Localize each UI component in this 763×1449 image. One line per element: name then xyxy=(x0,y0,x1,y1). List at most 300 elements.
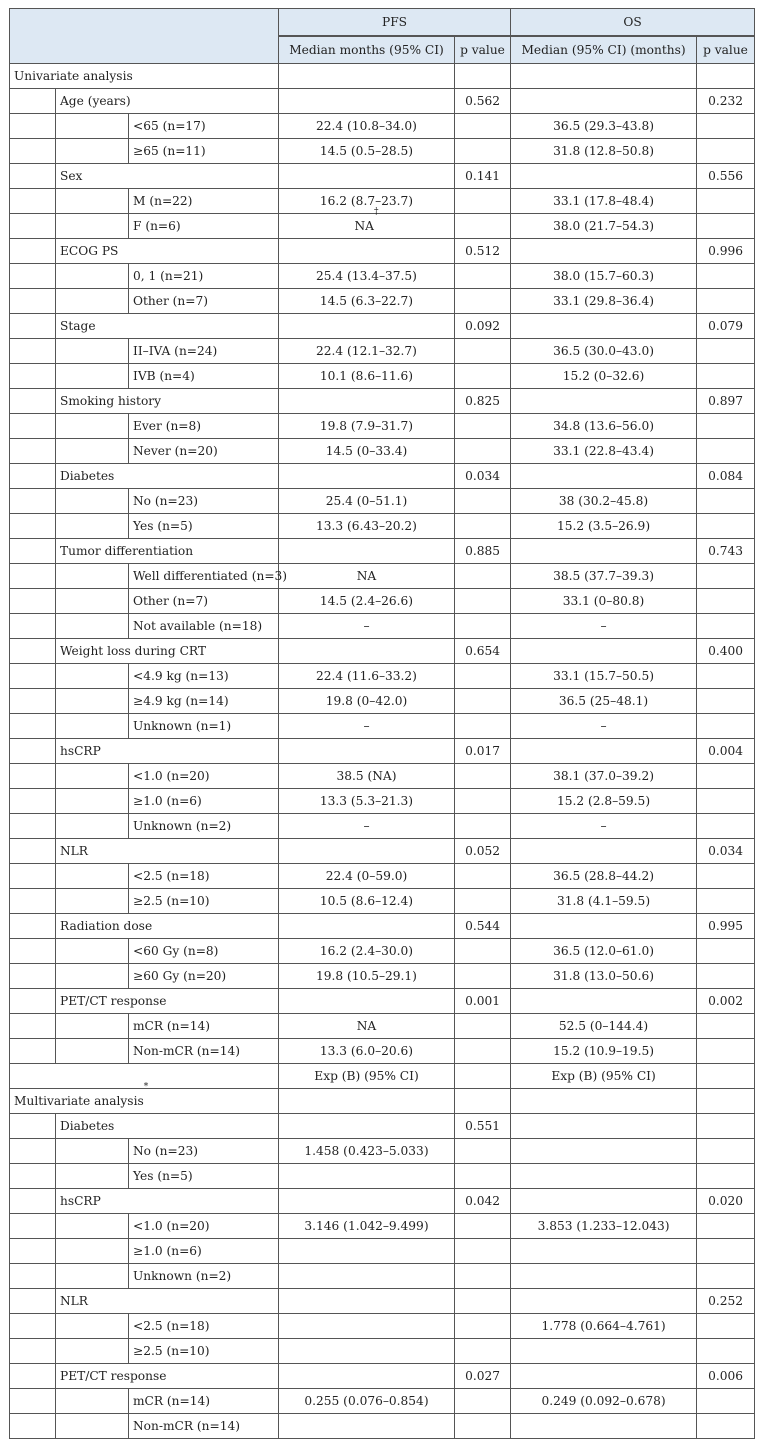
category-label xyxy=(129,414,279,439)
category-row xyxy=(10,364,755,389)
pfs-value xyxy=(279,1014,455,1039)
pfs-p-value-text: 0.042 xyxy=(465,1194,500,1208)
os-value xyxy=(511,939,697,964)
empty-cell xyxy=(279,64,455,89)
indent-cell xyxy=(10,289,56,314)
os-value xyxy=(511,489,697,514)
pfs-header: PFS xyxy=(279,9,511,37)
category-row xyxy=(10,814,755,839)
empty-cell xyxy=(697,414,755,439)
pfs-p-value xyxy=(455,1364,511,1389)
os-p-value-text: 0.084 xyxy=(708,469,743,483)
os-p-value-text: 0.996 xyxy=(708,244,743,258)
category-label xyxy=(129,139,279,164)
category-row xyxy=(10,1414,755,1439)
empty-cell xyxy=(697,1239,755,1264)
indent-cell xyxy=(10,1139,56,1164)
indent-cell xyxy=(10,564,56,589)
indent-cell xyxy=(56,214,129,239)
pfs-value xyxy=(279,1339,455,1364)
pfs-p-value-text: 0.017 xyxy=(465,744,500,758)
category-label-text: mCR (n=14) xyxy=(133,1394,211,1408)
category-label-text: Non-mCR (n=14) xyxy=(133,1044,240,1058)
os-value-text: 31.8 (12.8–50.8) xyxy=(553,144,654,158)
section-title xyxy=(10,64,279,89)
category-label-text: <2.5 (n=18) xyxy=(133,1319,210,1333)
pfs-value xyxy=(279,114,455,139)
pfs-value-text: 1.458 (0.423–5.033) xyxy=(304,1144,429,1158)
category-row xyxy=(10,439,755,464)
empty-cell xyxy=(697,189,755,214)
empty-cell xyxy=(279,1189,455,1214)
pfs-value-text: 25.4 (13.4–37.5) xyxy=(316,269,417,283)
variable-row xyxy=(10,164,755,189)
os-value xyxy=(511,764,697,789)
empty-cell xyxy=(455,1339,511,1364)
empty-cell xyxy=(279,914,455,939)
variable-row xyxy=(10,539,755,564)
os-p-value xyxy=(697,639,755,664)
pfs-p-value xyxy=(455,1289,511,1314)
empty-cell xyxy=(455,339,511,364)
pfs-value-text: NA xyxy=(356,1019,377,1033)
category-label-text: Yes (n=5) xyxy=(133,519,193,533)
pfs-value xyxy=(279,714,455,739)
os-value-text: 36.5 (30.0–43.0) xyxy=(553,344,654,358)
pfs-p-value xyxy=(455,164,511,189)
os-p-value-text: 0.006 xyxy=(708,1369,743,1383)
pfs-p-value-text: 0.654 xyxy=(465,644,500,658)
os-value xyxy=(511,1214,697,1239)
variable-name-text: hsCRP xyxy=(60,1194,101,1208)
os-value-text: 1.778 (0.664–4.761) xyxy=(541,1319,666,1333)
empty-cell xyxy=(455,589,511,614)
category-label xyxy=(129,1039,279,1064)
category-row xyxy=(10,564,755,589)
category-label xyxy=(129,589,279,614)
category-row xyxy=(10,789,755,814)
variable-name-text: NLR xyxy=(60,844,88,858)
category-label-text: Unknown (n=1) xyxy=(133,719,232,733)
indent-cell xyxy=(10,589,56,614)
os-value xyxy=(511,1314,697,1339)
category-label xyxy=(129,889,279,914)
os-value xyxy=(511,1264,697,1289)
category-label-text: Unknown (n=2) xyxy=(133,819,232,833)
pfs-value-text: 22.4 (10.8–34.0) xyxy=(316,119,417,133)
os-value xyxy=(511,889,697,914)
os-value xyxy=(511,514,697,539)
os-value-text: 36.5 (28.8–44.2) xyxy=(553,869,654,883)
variable-name-text: Diabetes xyxy=(60,1119,115,1133)
category-label-text: ≥4.9 kg (n=14) xyxy=(133,694,229,708)
variable-name xyxy=(56,89,279,114)
empty-cell xyxy=(455,64,511,89)
empty-cell xyxy=(697,439,755,464)
indent-cell xyxy=(10,314,56,339)
empty-cell xyxy=(697,264,755,289)
os-p-value xyxy=(697,1364,755,1389)
category-row xyxy=(10,764,755,789)
indent-cell xyxy=(10,1164,56,1189)
indent-cell xyxy=(10,1239,56,1264)
os-p-value xyxy=(697,989,755,1014)
variable-name-text: Sex xyxy=(60,169,83,183)
category-row xyxy=(10,964,755,989)
pfs-exp-header xyxy=(279,1064,455,1089)
category-label-text: ≥65 (n=11) xyxy=(133,144,206,158)
category-label xyxy=(129,1139,279,1164)
empty-cell xyxy=(511,389,697,414)
os-p-value xyxy=(697,89,755,114)
indent-cell xyxy=(10,664,56,689)
variable-row xyxy=(10,989,755,1014)
pfs-value xyxy=(279,764,455,789)
indent-cell xyxy=(10,764,56,789)
indent-cell xyxy=(10,789,56,814)
category-label-text: ≥2.5 (n=10) xyxy=(133,894,210,908)
pfs-value-text: 19.8 (7.9–31.7) xyxy=(319,419,414,433)
os-value xyxy=(511,1039,697,1064)
indent-cell xyxy=(56,1389,129,1414)
indent-cell xyxy=(56,1239,129,1264)
os-value xyxy=(511,339,697,364)
pfs-value xyxy=(279,439,455,464)
pfs-value-text: NA xyxy=(354,219,374,233)
os-value-text: 3.853 (1.233–12.043) xyxy=(537,1219,670,1233)
category-label-text: <2.5 (n=18) xyxy=(133,869,210,883)
variable-name xyxy=(56,239,279,264)
category-label-text: <4.9 kg (n=13) xyxy=(133,669,229,683)
variable-name xyxy=(56,1114,279,1139)
empty-cell xyxy=(511,639,697,664)
pfs-value-text: 19.8 (0–42.0) xyxy=(325,694,408,708)
os-value-text: 33.1 (22.8–43.4) xyxy=(553,444,654,458)
os-value-text: 52.5 (0–144.4) xyxy=(558,1019,649,1033)
os-p-value xyxy=(697,1189,755,1214)
os-value xyxy=(511,1164,697,1189)
pfs-value xyxy=(279,514,455,539)
pfs-p-value xyxy=(455,639,511,664)
empty-cell xyxy=(697,364,755,389)
variable-name-text: hsCRP xyxy=(60,744,101,758)
category-label-text: Well differentiated (n=3) xyxy=(133,569,288,583)
indent-cell xyxy=(10,464,56,489)
os-p-value xyxy=(697,314,755,339)
header-corner xyxy=(10,9,279,64)
empty-cell xyxy=(511,914,697,939)
category-row xyxy=(10,689,755,714)
pfs-value xyxy=(279,939,455,964)
pfs-value-text: 14.5 (6.3–22.7) xyxy=(319,294,414,308)
pfs-p-value xyxy=(455,989,511,1014)
category-label xyxy=(129,1314,279,1339)
category-row xyxy=(10,864,755,889)
empty-cell xyxy=(455,1064,511,1089)
indent-cell xyxy=(56,1039,129,1064)
empty-cell xyxy=(697,1089,755,1114)
pfs-value-text: 25.4 (0–51.1) xyxy=(325,494,408,508)
pfs-value xyxy=(279,207,455,239)
indent-cell xyxy=(56,664,129,689)
empty-cell xyxy=(697,1339,755,1364)
category-label-text: Other (n=7) xyxy=(133,594,208,608)
empty-cell xyxy=(511,739,697,764)
pfs-p-value xyxy=(455,239,511,264)
pfs-value xyxy=(279,1264,455,1289)
category-label-text: <65 (n=17) xyxy=(133,119,206,133)
category-label xyxy=(129,439,279,464)
pfs-value-text: 13.3 (6.43–20.2) xyxy=(316,519,417,533)
indent-cell xyxy=(10,939,56,964)
variable-name-text: Smoking history xyxy=(60,394,161,408)
os-p-value-text: 0.034 xyxy=(708,844,743,858)
category-label xyxy=(129,114,279,139)
section-title-footnote-mark: * xyxy=(143,1082,149,1092)
empty-cell xyxy=(697,1314,755,1339)
pfs-value xyxy=(279,1164,455,1189)
empty-cell xyxy=(697,1214,755,1239)
indent-cell xyxy=(10,914,56,939)
empty-cell xyxy=(455,614,511,639)
category-label xyxy=(129,789,279,814)
empty-cell xyxy=(279,389,455,414)
os-value-text: 38.5 (37.7–39.3) xyxy=(553,569,654,583)
category-label-text: ≥1.0 (n=6) xyxy=(133,794,202,808)
pfs-value xyxy=(279,1314,455,1339)
pfs-value-text: 22.4 (12.1–32.7) xyxy=(316,344,417,358)
indent-cell xyxy=(10,114,56,139)
indent-cell xyxy=(10,239,56,264)
pfs-value-footnote-mark: † xyxy=(373,207,379,217)
category-label xyxy=(129,489,279,514)
empty-cell xyxy=(455,939,511,964)
pfs-p-value-text: 0.512 xyxy=(465,244,500,258)
variable-name xyxy=(56,1289,279,1314)
empty-cell xyxy=(455,714,511,739)
empty-cell xyxy=(697,1139,755,1164)
variable-row xyxy=(10,239,755,264)
indent-cell xyxy=(10,139,56,164)
empty-cell xyxy=(455,564,511,589)
os-value xyxy=(511,1339,697,1364)
os-p-value xyxy=(697,389,755,414)
category-row xyxy=(10,139,755,164)
empty-cell xyxy=(697,664,755,689)
category-row xyxy=(10,714,755,739)
indent-cell xyxy=(10,1114,56,1139)
variable-row xyxy=(10,314,755,339)
os-exp-header-text: Exp (B) (95% CI) xyxy=(551,1069,656,1083)
category-row xyxy=(10,1314,755,1339)
category-label xyxy=(129,1389,279,1414)
indent-cell xyxy=(56,489,129,514)
variable-name-text: Age (years) xyxy=(60,94,131,108)
os-value-text: 36.5 (29.3–43.8) xyxy=(553,119,654,133)
variable-name xyxy=(56,989,279,1014)
empty-cell xyxy=(455,1239,511,1264)
indent-cell xyxy=(10,1414,56,1439)
empty-cell xyxy=(279,1289,455,1314)
pfs-p-value xyxy=(455,464,511,489)
variable-name xyxy=(56,839,279,864)
empty-cell xyxy=(697,339,755,364)
category-row xyxy=(10,489,755,514)
os-value xyxy=(511,1389,697,1414)
category-label-text: M (n=22) xyxy=(133,194,193,208)
indent-cell xyxy=(10,1364,56,1389)
pfs-exp-header-text: Exp (B) (95% CI) xyxy=(314,1069,419,1083)
pfs-median-header: Median months (95% CI) xyxy=(279,36,455,64)
os-p-value-text: 0.897 xyxy=(708,394,743,408)
category-label-text: No (n=23) xyxy=(133,1144,198,1158)
empty-cell xyxy=(455,139,511,164)
pfs-value xyxy=(279,614,455,639)
empty-cell xyxy=(279,989,455,1014)
os-value-text: 31.8 (4.1–59.5) xyxy=(556,894,651,908)
indent-cell xyxy=(10,964,56,989)
empty-cell xyxy=(697,764,755,789)
pfs-value xyxy=(279,1214,455,1239)
category-label-text: Ever (n=8) xyxy=(133,419,202,433)
empty-cell xyxy=(697,64,755,89)
os-p-value xyxy=(697,1114,755,1139)
pfs-value xyxy=(279,564,455,589)
category-label xyxy=(129,814,279,839)
empty-cell xyxy=(455,1164,511,1189)
pfs-value-text: 22.4 (0–59.0) xyxy=(325,869,408,883)
pfs-p-value-text: 0.544 xyxy=(465,919,500,933)
indent-cell xyxy=(10,1314,56,1339)
os-value xyxy=(511,864,697,889)
category-label xyxy=(129,339,279,364)
empty-cell xyxy=(697,1164,755,1189)
empty-cell xyxy=(511,314,697,339)
category-label-text: Yes (n=5) xyxy=(133,1169,193,1183)
empty-cell xyxy=(697,614,755,639)
os-p-header: p value xyxy=(697,36,755,64)
indent-cell xyxy=(10,189,56,214)
empty-cell xyxy=(279,164,455,189)
category-label-text: II–IVA (n=24) xyxy=(133,344,218,358)
variable-name-text: NLR xyxy=(60,1294,88,1308)
empty-cell xyxy=(455,964,511,989)
empty-cell xyxy=(697,889,755,914)
category-label xyxy=(129,1264,279,1289)
category-label xyxy=(129,364,279,389)
category-label xyxy=(129,1164,279,1189)
os-value xyxy=(511,1139,697,1164)
category-label-text: Not available (n=18) xyxy=(133,619,263,633)
category-label xyxy=(129,264,279,289)
variable-row xyxy=(10,89,755,114)
variable-row xyxy=(10,839,755,864)
empty-cell xyxy=(455,689,511,714)
variable-row xyxy=(10,1364,755,1389)
variable-name xyxy=(56,739,279,764)
empty-cell xyxy=(697,714,755,739)
variable-row xyxy=(10,389,755,414)
empty-cell xyxy=(511,164,697,189)
empty-cell xyxy=(511,64,697,89)
empty-cell xyxy=(455,114,511,139)
category-label-text: Never (n=20) xyxy=(133,444,218,458)
category-row xyxy=(10,1239,755,1264)
category-row xyxy=(10,1164,755,1189)
variable-row xyxy=(10,739,755,764)
empty-cell xyxy=(511,1289,697,1314)
os-p-value-text: 0.004 xyxy=(708,744,743,758)
os-value xyxy=(511,689,697,714)
empty-cell xyxy=(697,1264,755,1289)
indent-cell xyxy=(56,189,129,214)
header-row-top xyxy=(10,9,755,37)
empty-cell xyxy=(279,89,455,114)
pfs-value xyxy=(279,814,455,839)
indent-cell xyxy=(10,739,56,764)
indent-cell xyxy=(10,364,56,389)
category-row xyxy=(10,114,755,139)
os-p-value xyxy=(697,539,755,564)
exp-header-row xyxy=(10,1064,755,1089)
os-value xyxy=(511,589,697,614)
os-value xyxy=(511,189,697,214)
pfs-p-value-text: 0.562 xyxy=(465,94,500,108)
empty-cell xyxy=(697,1389,755,1414)
indent-cell xyxy=(56,264,129,289)
category-row xyxy=(10,214,755,239)
pfs-value xyxy=(279,364,455,389)
indent-cell xyxy=(56,439,129,464)
variable-name xyxy=(56,539,279,564)
section-title-text: Multivariate analysis xyxy=(14,1094,144,1108)
indent-cell xyxy=(10,1189,56,1214)
category-label xyxy=(129,764,279,789)
pfs-value-text: 16.2 (2.4–30.0) xyxy=(319,944,414,958)
category-label xyxy=(129,864,279,889)
os-p-value xyxy=(697,914,755,939)
indent-cell xyxy=(10,814,56,839)
pfs-p-value xyxy=(455,1189,511,1214)
variable-name-text: Weight loss during CRT xyxy=(60,644,206,658)
pfs-p-value xyxy=(455,89,511,114)
indent-cell xyxy=(10,889,56,914)
indent-cell xyxy=(56,764,129,789)
indent-cell xyxy=(10,414,56,439)
os-p-value xyxy=(697,239,755,264)
pfs-p-value-text: 0.034 xyxy=(465,469,500,483)
variable-row xyxy=(10,464,755,489)
os-p-value-text: 0.002 xyxy=(708,994,743,1008)
os-p-value-text: 0.400 xyxy=(708,644,743,658)
os-value xyxy=(511,1239,697,1264)
indent-cell xyxy=(10,1389,56,1414)
os-value-text: 33.1 (17.8–48.4) xyxy=(553,194,654,208)
empty-cell xyxy=(697,1039,755,1064)
pfs-value xyxy=(279,689,455,714)
category-label xyxy=(129,1214,279,1239)
category-label xyxy=(129,1414,279,1439)
indent-cell xyxy=(56,789,129,814)
pfs-value-text: – xyxy=(363,819,370,833)
os-value xyxy=(511,214,697,239)
os-value-text: 15.2 (3.5–26.9) xyxy=(556,519,651,533)
category-label xyxy=(129,289,279,314)
indent-cell xyxy=(56,689,129,714)
indent-cell xyxy=(56,114,129,139)
pfs-p-value-text: 0.141 xyxy=(465,169,500,183)
variable-name-text: PET/CT response xyxy=(60,994,167,1008)
